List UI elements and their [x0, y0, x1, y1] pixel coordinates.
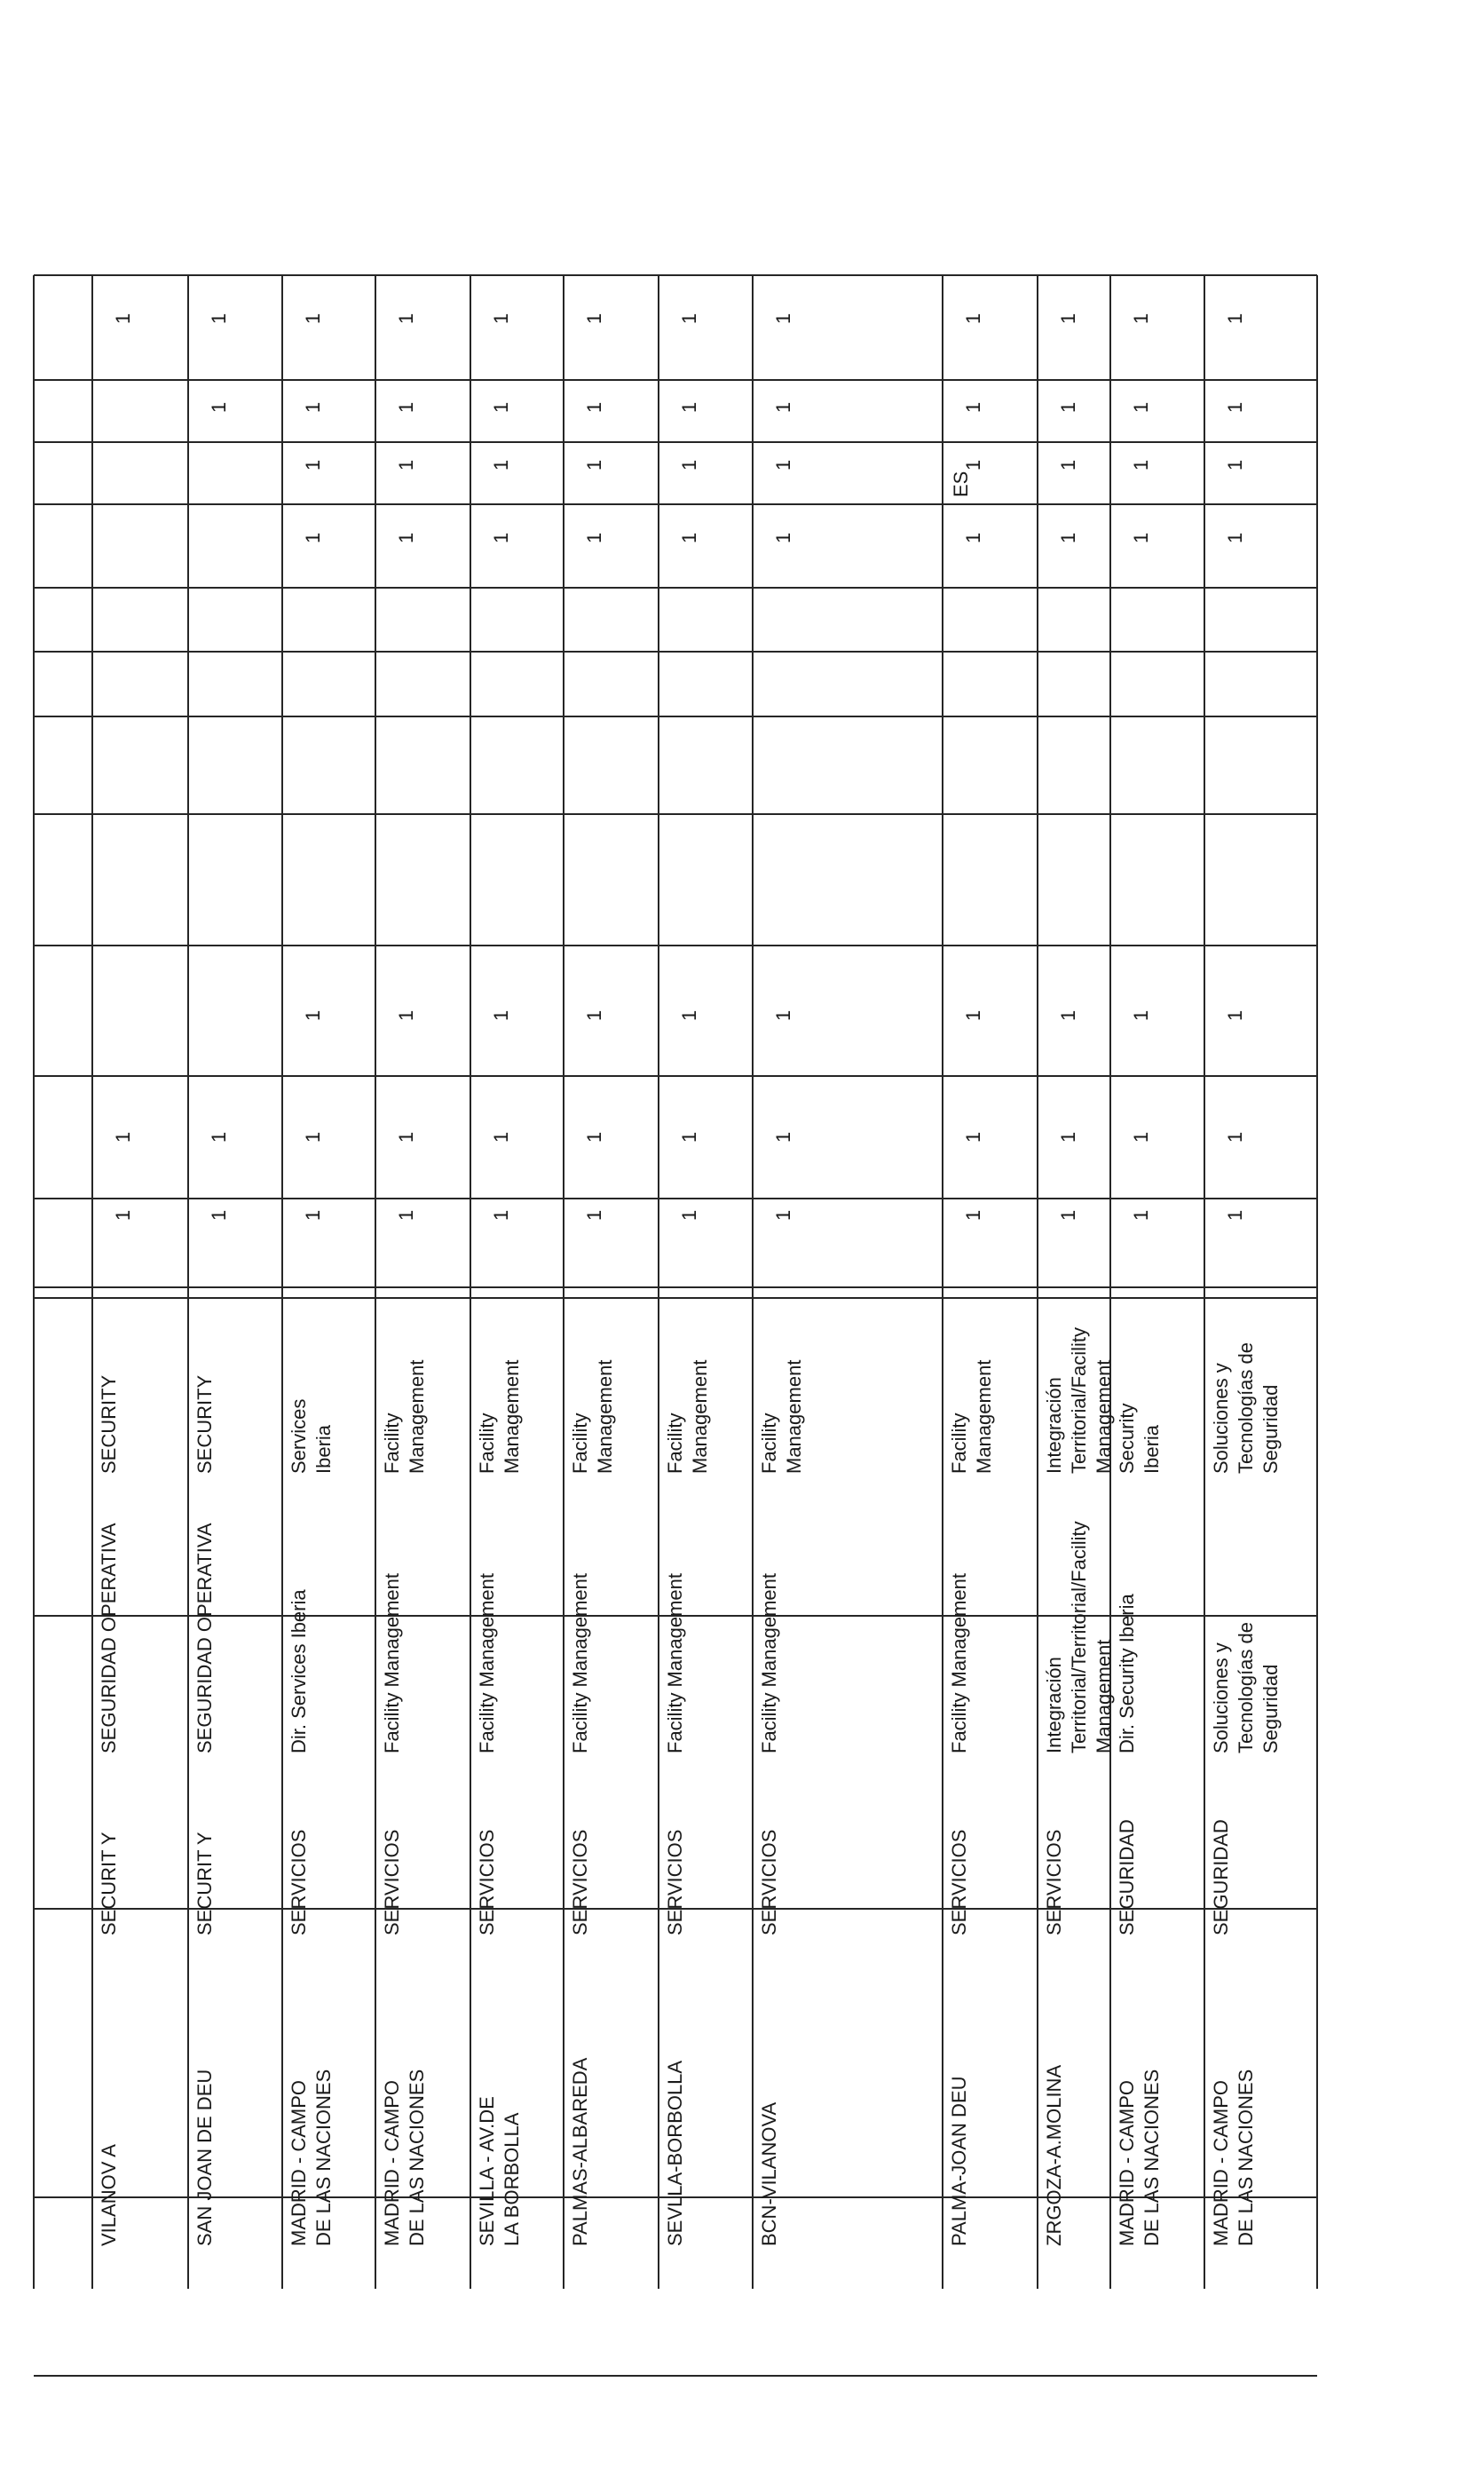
row-mark: 1 — [302, 532, 324, 543]
row-mark: 1 — [208, 313, 230, 324]
table-cells — [98, 313, 1282, 2246]
row-unit: Facility Management — [664, 1359, 711, 1474]
row-area: SERVICIOS — [1043, 1829, 1065, 1935]
row-mark: 1 — [302, 1131, 324, 1143]
row-mark: 1 — [772, 401, 794, 413]
row-mark: 1 — [678, 459, 700, 471]
row-mark: 1 — [395, 1131, 417, 1143]
row-unit: Facility Management — [569, 1359, 616, 1474]
row-location: MADRID - CAMPO DE LAS NACIONES — [1210, 2069, 1257, 2246]
row-mark: 1 — [678, 532, 700, 543]
row-mark: 1 — [1057, 401, 1079, 413]
row-department: SEGURIDAD OPERATIVA — [98, 1523, 120, 1753]
row-mark: 1 — [772, 1009, 794, 1021]
row-mark: 1 — [962, 1131, 984, 1143]
row-area: SEGURIDAD — [1210, 1819, 1232, 1935]
row-mark: 1 — [678, 1131, 700, 1143]
row-mark: 1 — [395, 459, 417, 471]
row-mark: 1 — [583, 459, 605, 471]
row-area: SEGURIDAD — [1116, 1819, 1138, 1935]
row-area: SECURIT Y — [98, 1832, 120, 1935]
row-mark: 1 — [962, 459, 984, 471]
row-mark: 1 — [490, 532, 512, 543]
row-unit: Facility Management — [758, 1359, 805, 1474]
row-mark: 1 — [962, 1209, 984, 1221]
row-mark: 1 — [583, 1209, 605, 1221]
row-location: MADRID - CAMPO DE LAS NACIONES — [288, 2069, 335, 2246]
row-mark: 1 — [490, 401, 512, 413]
row-mark: 1 — [772, 1209, 794, 1221]
row-location: VILANOV A — [98, 2144, 120, 2246]
row-location: SEVLLA-BORBOLLA — [664, 2060, 686, 2246]
row-mark: 1 — [302, 1209, 324, 1221]
row-location: PALMAS-ALBAREDA — [569, 2057, 591, 2246]
row-department: Soluciones y Tecnologías de Seguridad — [1210, 1622, 1282, 1753]
row-department: Facility Management — [476, 1573, 498, 1753]
row-mark: 1 — [112, 1131, 134, 1143]
row-mark: 1 — [1224, 532, 1246, 543]
row-mark: 1 — [1130, 459, 1152, 471]
row-mark: 1 — [1130, 313, 1152, 324]
row-unit: Security Iberia — [1116, 1403, 1163, 1474]
row-mark: 1 — [1224, 459, 1246, 471]
row-location: SEVILLA - AV.DE LA BORBOLLA — [476, 2096, 523, 2246]
row-department: Facility Management — [948, 1573, 970, 1753]
row-mark: 1 — [1224, 313, 1246, 324]
row-mark: 1 — [962, 401, 984, 413]
row-location: MADRID - CAMPO DE LAS NACIONES — [381, 2069, 428, 2246]
row-mark: 1 — [1057, 313, 1079, 324]
row-mark: 1 — [583, 401, 605, 413]
row-department: SEGURIDAD OPERATIVA — [193, 1523, 216, 1753]
row-mark: 1 — [1130, 1209, 1152, 1221]
row-location: MADRID - CAMPO DE LAS NACIONES — [1116, 2069, 1163, 2246]
row-location: ZRGOZA-A.MOLINA — [1043, 2064, 1065, 2246]
row-mark: 1 — [112, 313, 134, 324]
row-mark: 1 — [1057, 1131, 1079, 1143]
row-mark: 1 — [395, 313, 417, 324]
row-mark: 1 — [772, 532, 794, 543]
row-area: SERVICIOS — [948, 1829, 970, 1935]
row-mark: 1 — [583, 313, 605, 324]
row-mark: 1 — [490, 1009, 512, 1021]
row-location: BCN-VILANOVA — [758, 2101, 780, 2246]
row-unit: SECURITY — [193, 1374, 216, 1474]
row-unit: Soluciones y Tecnologías de Seguridad — [1210, 1342, 1282, 1474]
row-department: Integración Territorial/Territorial/Facility Management — [1043, 1521, 1115, 1753]
row-mark: 1 — [962, 313, 984, 324]
row-mark: 1 — [583, 1131, 605, 1143]
row-department: Facility Management — [381, 1573, 403, 1753]
row-mark: 1 — [490, 1209, 512, 1221]
row-mark: 1 — [395, 1209, 417, 1221]
row-unit: Facility Management — [948, 1359, 995, 1474]
row-department: Facility Management — [569, 1573, 591, 1753]
row-mark: 1 — [1057, 1209, 1079, 1221]
row-mark: 1 — [302, 459, 324, 471]
row-unit: Services Iberia — [288, 1398, 335, 1474]
row-mark: 1 — [395, 401, 417, 413]
row-area: SERVICIOS — [569, 1829, 591, 1935]
row-mark: 1 — [302, 1009, 324, 1021]
row-location: SAN JOAN DE DEU — [193, 2069, 216, 2246]
row-unit: Facility Management — [381, 1359, 428, 1474]
row-unit: Integración Territorial/Facility Management — [1043, 1326, 1115, 1474]
row-mark: 1 — [678, 1009, 700, 1021]
row-mark: 1 — [490, 1131, 512, 1143]
row-mark: 1 — [490, 313, 512, 324]
header-marker: ES — [950, 471, 972, 497]
row-area: SERVICIOS — [664, 1829, 686, 1935]
row-mark: 1 — [583, 1009, 605, 1021]
row-mark: 1 — [302, 401, 324, 413]
row-mark: 1 — [1224, 1009, 1246, 1021]
row-mark: 1 — [302, 313, 324, 324]
row-mark: 1 — [772, 1131, 794, 1143]
row-mark: 1 — [1224, 401, 1246, 413]
row-area: SERVICIOS — [758, 1829, 780, 1935]
row-mark: 1 — [1224, 1209, 1246, 1221]
row-department: Facility Management — [758, 1573, 780, 1753]
row-department: Dir. Security Iberia — [1116, 1594, 1138, 1753]
row-mark: 1 — [208, 401, 230, 413]
row-department: Dir. Services Iberia — [288, 1589, 310, 1753]
row-mark: 1 — [395, 1009, 417, 1021]
row-department: Facility Management — [664, 1573, 686, 1753]
row-area: SERVICIOS — [288, 1829, 310, 1935]
row-mark: 1 — [112, 1209, 134, 1221]
row-mark: 1 — [208, 1209, 230, 1221]
row-mark: 1 — [490, 459, 512, 471]
row-mark: 1 — [678, 313, 700, 324]
row-mark: 1 — [962, 532, 984, 543]
row-area: SERVICIOS — [381, 1829, 403, 1935]
row-mark: 1 — [1057, 459, 1079, 471]
row-mark: 1 — [678, 401, 700, 413]
row-mark: 1 — [1057, 532, 1079, 543]
row-mark: 1 — [1224, 1131, 1246, 1143]
row-unit: SECURITY — [98, 1374, 120, 1474]
row-mark: 1 — [678, 1209, 700, 1221]
row-mark: 1 — [1130, 1009, 1152, 1021]
row-mark: 1 — [772, 313, 794, 324]
row-mark: 1 — [1057, 1009, 1079, 1021]
row-mark: 1 — [395, 532, 417, 543]
row-mark: 1 — [583, 532, 605, 543]
row-mark: 1 — [1130, 1131, 1152, 1143]
row-mark: 1 — [1130, 401, 1152, 413]
row-location: PALMA-JOAN DEU — [948, 2076, 970, 2246]
row-mark: 1 — [772, 459, 794, 471]
row-unit: Facility Management — [476, 1359, 523, 1474]
row-area: SECURIT Y — [193, 1832, 216, 1935]
row-mark: 1 — [962, 1009, 984, 1021]
row-area: SERVICIOS — [476, 1829, 498, 1935]
row-mark: 1 — [1130, 532, 1152, 543]
row-mark: 1 — [208, 1131, 230, 1143]
